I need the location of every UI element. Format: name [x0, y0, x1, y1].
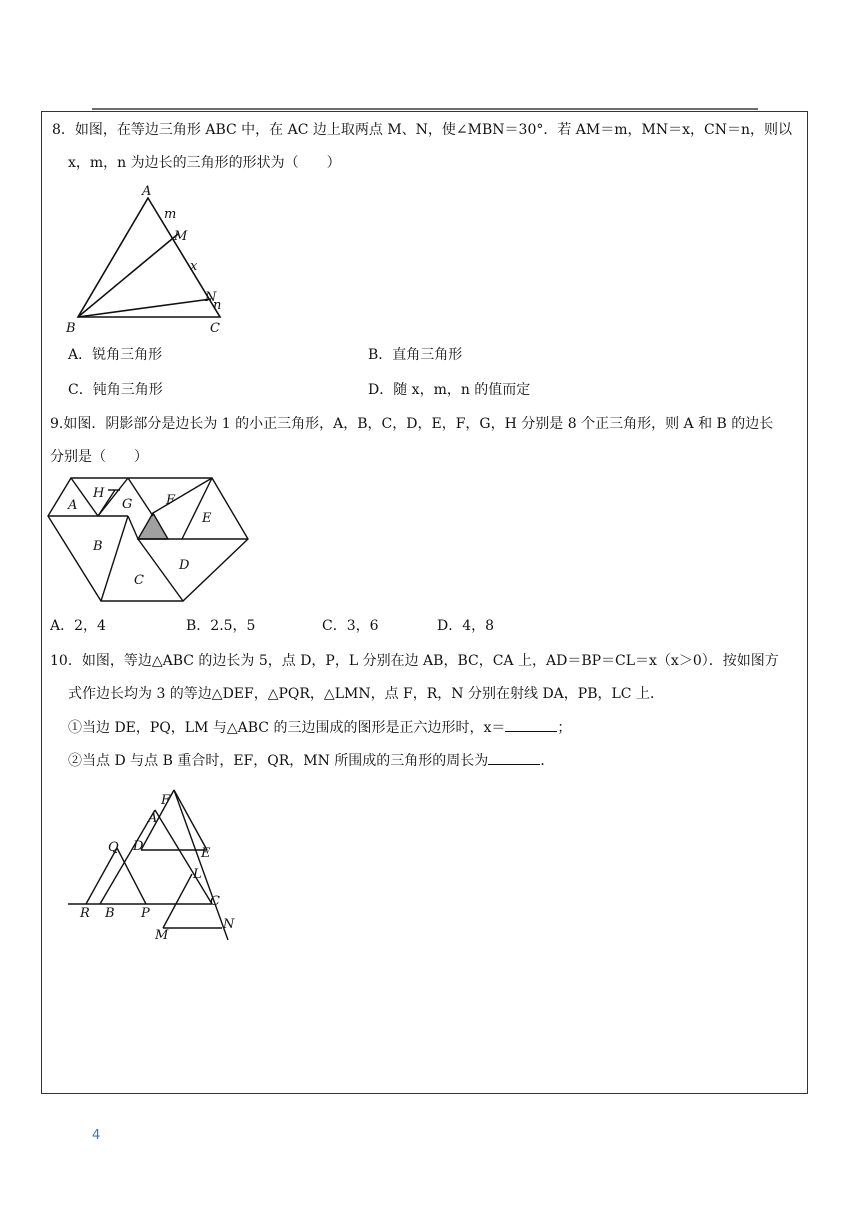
q10-stem-line1: 10．如图，等边△ABC 的边长为 5，点 D，P，L 分别在边 AB，BC，CA 上，AD＝BP＝CL＝x（x＞0）．按如图方 [50, 653, 779, 669]
q8-label-n: n [213, 298, 222, 313]
q10-label-N: N [223, 917, 235, 932]
q10-label-D: D [133, 839, 144, 854]
q10-subquestion-1: ①当边 DE，PQ，LM 与△ABC 的三边围成的图形是正六边形时，x＝ ； [68, 717, 571, 738]
q8-stem-line2: x，m，n 为边长的三角形的形状为（ ） [68, 155, 341, 171]
q8-label-B: B [66, 321, 76, 336]
q9-stem-line1: 9.如图．阴影部分是边长为 1 的小正三角形，A，B，C，D，E，F，G，H 分别是 8 个正三角形，则 A 和 B 的边长 [50, 416, 774, 432]
page-number: 4 [92, 1128, 101, 1143]
q8-label-M: M [174, 229, 188, 244]
q10-label-A: A [148, 811, 158, 826]
q10-label-Q: Q [108, 840, 119, 855]
q10-label-E: E [201, 846, 211, 861]
q9-option-d: D．4，8 [437, 618, 495, 634]
q8-label-A: A [142, 184, 152, 199]
q9-label-C: C [134, 573, 144, 588]
q8-label-C: C [210, 321, 220, 336]
q9-option-a: A．2，4 [50, 618, 106, 634]
q8-option-c: C．钝角三角形 [68, 382, 163, 398]
q10-subquestion-2: ②当点 D 与点 B 重合时，EF，QR，MN 所围成的三角形的周长为 ． [68, 750, 554, 771]
q9-label-H: H [93, 486, 105, 501]
q8-label-m: m [164, 207, 177, 222]
q8-stem-line1: 8．如图，在等边三角形 ABC 中，在 AC 边上取两点 M、N，使∠MBN＝30°．若 AM＝m，MN＝x，CN＝n，则以 [52, 122, 792, 138]
answer-blank-1[interactable] [505, 717, 557, 732]
q9-label-B: B [93, 539, 103, 554]
answer-blank-2[interactable] [488, 750, 540, 765]
q10-stem-line2: 式作边长均为 3 的等边△DEF，△PQR，△LMN，点 F，R，N 分别在射线 DA，PB，LC 上． [68, 686, 664, 702]
q9-option-b: B．2.5，5 [186, 618, 256, 634]
q8-option-a: A．锐角三角形 [68, 347, 163, 363]
q8-label-x: x [190, 259, 198, 274]
q10-label-C: C [210, 894, 220, 909]
q9-label-A: A [68, 498, 78, 513]
q10-label-B: B [105, 906, 115, 921]
q8-label-N: N [205, 290, 217, 305]
q9-stem-line2: 分别是（ ） [50, 449, 148, 465]
q10-label-P: P [141, 906, 150, 921]
q9-label-E: E [202, 511, 212, 526]
q10-label-F: F [161, 793, 171, 808]
q9-label-F: F [166, 493, 176, 508]
q9-figure [40, 470, 260, 610]
header-rule [92, 108, 758, 110]
q10-label-L: L [193, 867, 202, 882]
q10-figure [60, 780, 260, 950]
q8-option-b: B．直角三角形 [368, 347, 463, 363]
q10-label-M: M [155, 928, 169, 943]
q8-figure [60, 180, 250, 340]
q9-option-c: C．3，6 [322, 618, 379, 634]
q9-shaded-triangle [138, 513, 168, 539]
q10-label-R: R [80, 906, 90, 921]
q9-label-G: G [122, 497, 133, 512]
q9-label-D: D [179, 558, 190, 573]
q8-option-d: D．随 x，m，n 的值而定 [368, 382, 531, 398]
